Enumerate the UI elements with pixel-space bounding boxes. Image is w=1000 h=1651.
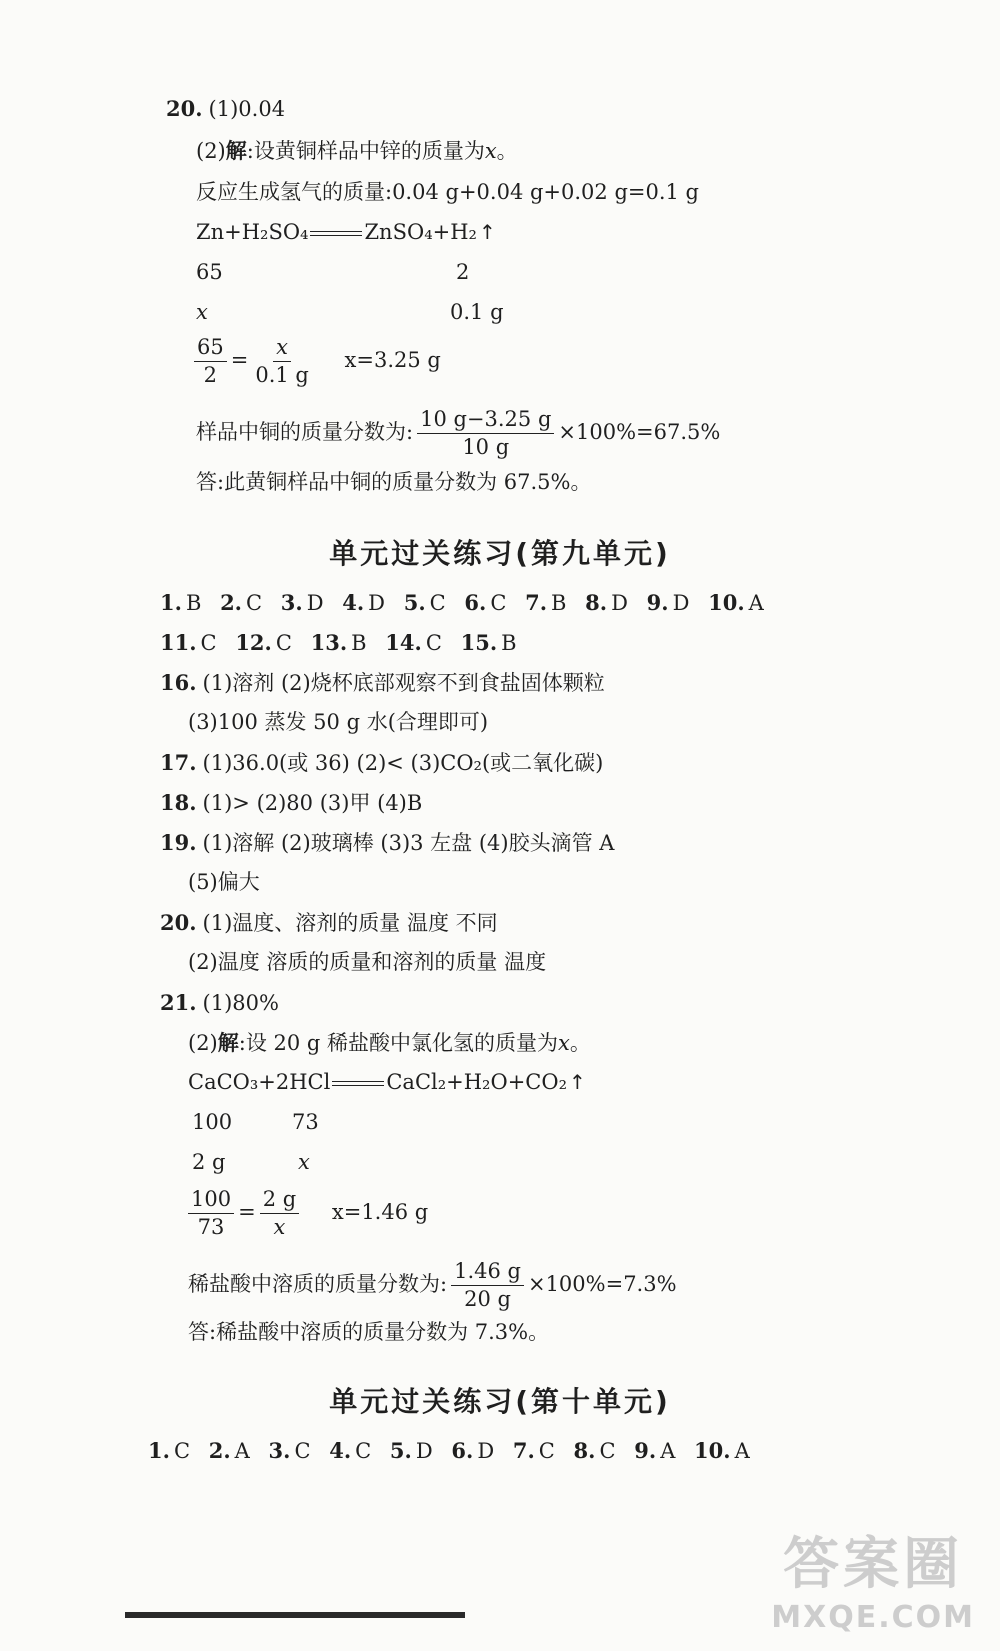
answers-row2: 11. C 12. C 13. B 14. C 15. B xyxy=(160,630,517,655)
q21-ratio-row2-b: x xyxy=(298,1150,310,1174)
q19-line1: 19. (1)溶解 (2)玻璃棒 (3)3 左盘 (4)胶头滴管 A xyxy=(160,830,615,855)
answers-row1: 1. B 2. C 3. D 4. D 5. C 6. C 7. B 8. D 9. D 10. A xyxy=(160,590,764,615)
q21-equation: CaCO₃+2HCl CaCl₂+H₂O+CO₂ ↑ xyxy=(188,1070,586,1094)
heading-unit10: 单元过关练习(第十单元) xyxy=(329,1385,671,1418)
q21-answer: 答:稀盐酸中溶质的质量分数为 7.3%。 xyxy=(188,1320,550,1344)
q18: 18. (1)> (2)80 (3)甲 (4)B xyxy=(160,790,423,815)
q20s-line2: (2)温度 溶质的质量和溶剂的质量 温度 xyxy=(188,950,547,974)
q20-mass-fraction: 样品中铜的质量分数为: $\frac{10 g-3.25 g}{10 g}$ ×100%=67.5% xyxy=(196,407,721,460)
q20-line2: (2)解:设黄铜样品中锌的质量为x。 xyxy=(196,138,518,163)
q17: 17. (1)36.0(或 36) (2)< (3)CO₂(或二氧化碳) xyxy=(160,750,604,775)
q20-equation: Zn+H₂SO₄ ZnSO₄+H₂ ↑ xyxy=(196,220,496,244)
q21-mass-fraction: 稀盐酸中溶质的质量分数为: $\frac{1.46 g}{20 g}$ ×100%=7.3% xyxy=(188,1259,677,1312)
q21-ratio-equation: $\frac{100}{73}$ = $\frac{2 g}{x}$ x=1.46 g xyxy=(184,1188,428,1239)
answers-row3: 1. C 2. A 3. C 4. C 5. D 6. D 7. C 8. C 9. A 10. A xyxy=(148,1438,750,1463)
q21-ratio-row2-a: 2 g xyxy=(192,1150,226,1174)
q20-ratio-row2-a: x xyxy=(196,300,208,324)
q20-ratio-row1-a: 65 xyxy=(196,260,223,284)
q20-line1: 20. (1)0.04 xyxy=(166,96,286,121)
q21-ratio-row1-a: 100 xyxy=(192,1110,233,1134)
q21-line1: 21. (1)80% xyxy=(160,990,279,1015)
q20-line3: 反应生成氢气的质量:0.04 g+0.04 g+0.02 g=0.1 g xyxy=(196,180,700,204)
q20-answer: 答:此黄铜样品中铜的质量分数为 67.5%。 xyxy=(196,470,592,494)
watermark: 答案圈 MXQE.COM xyxy=(771,1532,975,1635)
heading-unit9: 单元过关练习(第九单元) xyxy=(329,537,671,570)
q20-ratio-row1-b: 2 xyxy=(456,260,470,284)
q20-ratio-row2-b: 0.1 g xyxy=(450,300,504,324)
q19-line2: (5)偏大 xyxy=(188,870,260,894)
q16-line2: (3)100 蒸发 50 g 水(合理即可) xyxy=(188,710,489,734)
q20s-line1: 20. (1)温度、溶剂的质量 温度 不同 xyxy=(160,910,498,935)
q21-line2: (2)解:设 20 g 稀盐酸中氯化氢的质量为x。 xyxy=(188,1030,591,1055)
page-edge-bar xyxy=(125,1612,465,1618)
q21-ratio-row1-b: 73 xyxy=(292,1110,319,1134)
q16-line1: 16. (1)溶剂 (2)烧杯底部观察不到食盐固体颗粒 xyxy=(160,670,605,695)
q20-ratio-equation: $\frac{65}{2}$ = $\frac{x}{0.1 g}$ x=3.25 g xyxy=(190,336,441,387)
